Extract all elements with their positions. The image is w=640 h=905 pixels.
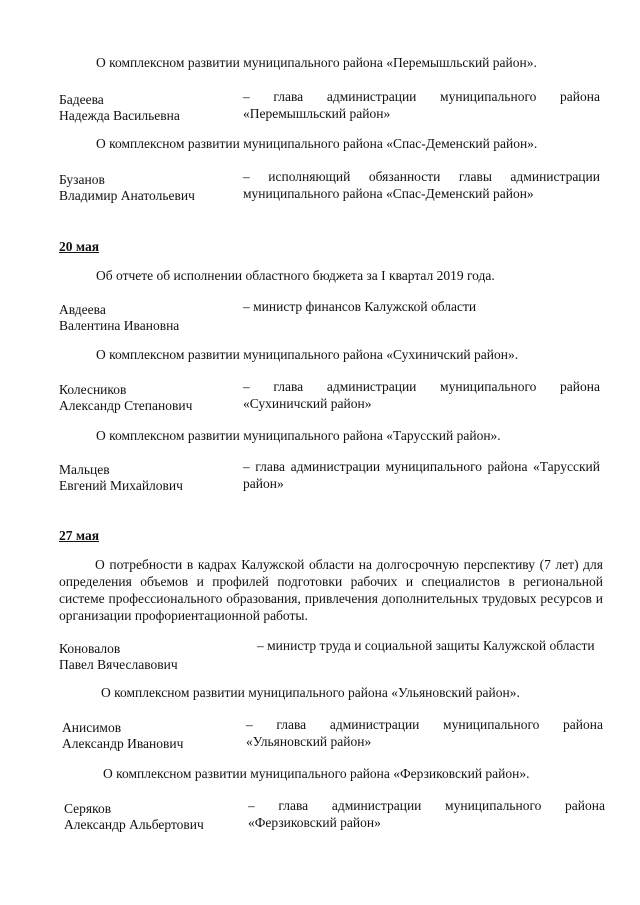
speaker-surname: Анисимов	[62, 720, 122, 735]
speaker-given-name: Павел Вячеславович	[59, 657, 178, 672]
speaker-given-name: Евгений Михайлович	[59, 478, 183, 493]
speaker-given-name: Владимир Анатольевич	[59, 188, 195, 203]
speaker-given-name: Александр Степанович	[59, 398, 193, 413]
agenda-topic: О комплексном развитии муниципального района «Перемышльский район».	[96, 55, 537, 70]
speaker-surname: Мальцев	[59, 462, 110, 477]
speaker-surname: Коновалов	[59, 641, 121, 656]
speaker-surname: Бузанов	[59, 172, 105, 187]
speaker-role: – глава администрации муниципального района «Ульяновский район»	[246, 717, 603, 749]
speaker-role: – министр финансов Калужской области	[243, 299, 477, 314]
agenda-topic: О потребности в кадрах Калужской области на долгосрочную перспективу (7 лет) для определения объемов и профилей подготовки рабочих и специалистов в региональной системе профессионального образования, привлечения дополнительных трудовых ресурсов и организации профориентационной работы.	[59, 557, 603, 623]
speaker-role: – глава администрации муниципального района «Сухиничский район»	[243, 379, 600, 411]
speaker-role: – глава администрации муниципального района «Ферзиковский район»	[248, 798, 605, 830]
speaker-given-name: Александр Альбертович	[64, 817, 204, 832]
speaker-role: – глава администрации муниципального района «Перемышльский район»	[243, 89, 600, 121]
agenda-topic: О комплексном развитии муниципального района «Сухиничский район».	[96, 347, 519, 362]
speaker-given-name: Надежда Васильевна	[59, 108, 180, 123]
speaker-given-name: Валентина Ивановна	[59, 318, 180, 333]
meeting-date: 20 мая	[59, 239, 100, 254]
agenda-topic: О комплексном развитии муниципального района «Тарусский район».	[96, 428, 501, 443]
agenda-topic: О комплексном развитии муниципального района «Ферзиковский район».	[103, 766, 530, 781]
agenda-topic: О комплексном развитии муниципального района «Спас-Деменский район».	[96, 136, 538, 151]
meeting-date: 27 мая	[59, 528, 100, 543]
speaker-role: – министр труда и социальной защиты Калужской области	[257, 638, 595, 653]
speaker-given-name: Александр Иванович	[62, 736, 184, 751]
speaker-surname: Колесников	[59, 382, 127, 397]
speaker-role: – исполняющий обязанности главы администрации муниципального района «Спас-Деменский район»	[243, 169, 600, 201]
agenda-topic: Об отчете об исполнении областного бюджета за I квартал 2019 года.	[96, 268, 495, 283]
speaker-surname: Серяков	[64, 801, 112, 816]
speaker-surname: Бадеева	[59, 92, 104, 107]
speaker-surname: Авдеева	[59, 302, 106, 317]
speaker-role: – глава администрации муниципального района «Тарусский район»	[243, 459, 600, 491]
agenda-topic: О комплексном развитии муниципального района «Ульяновский район».	[101, 685, 520, 700]
